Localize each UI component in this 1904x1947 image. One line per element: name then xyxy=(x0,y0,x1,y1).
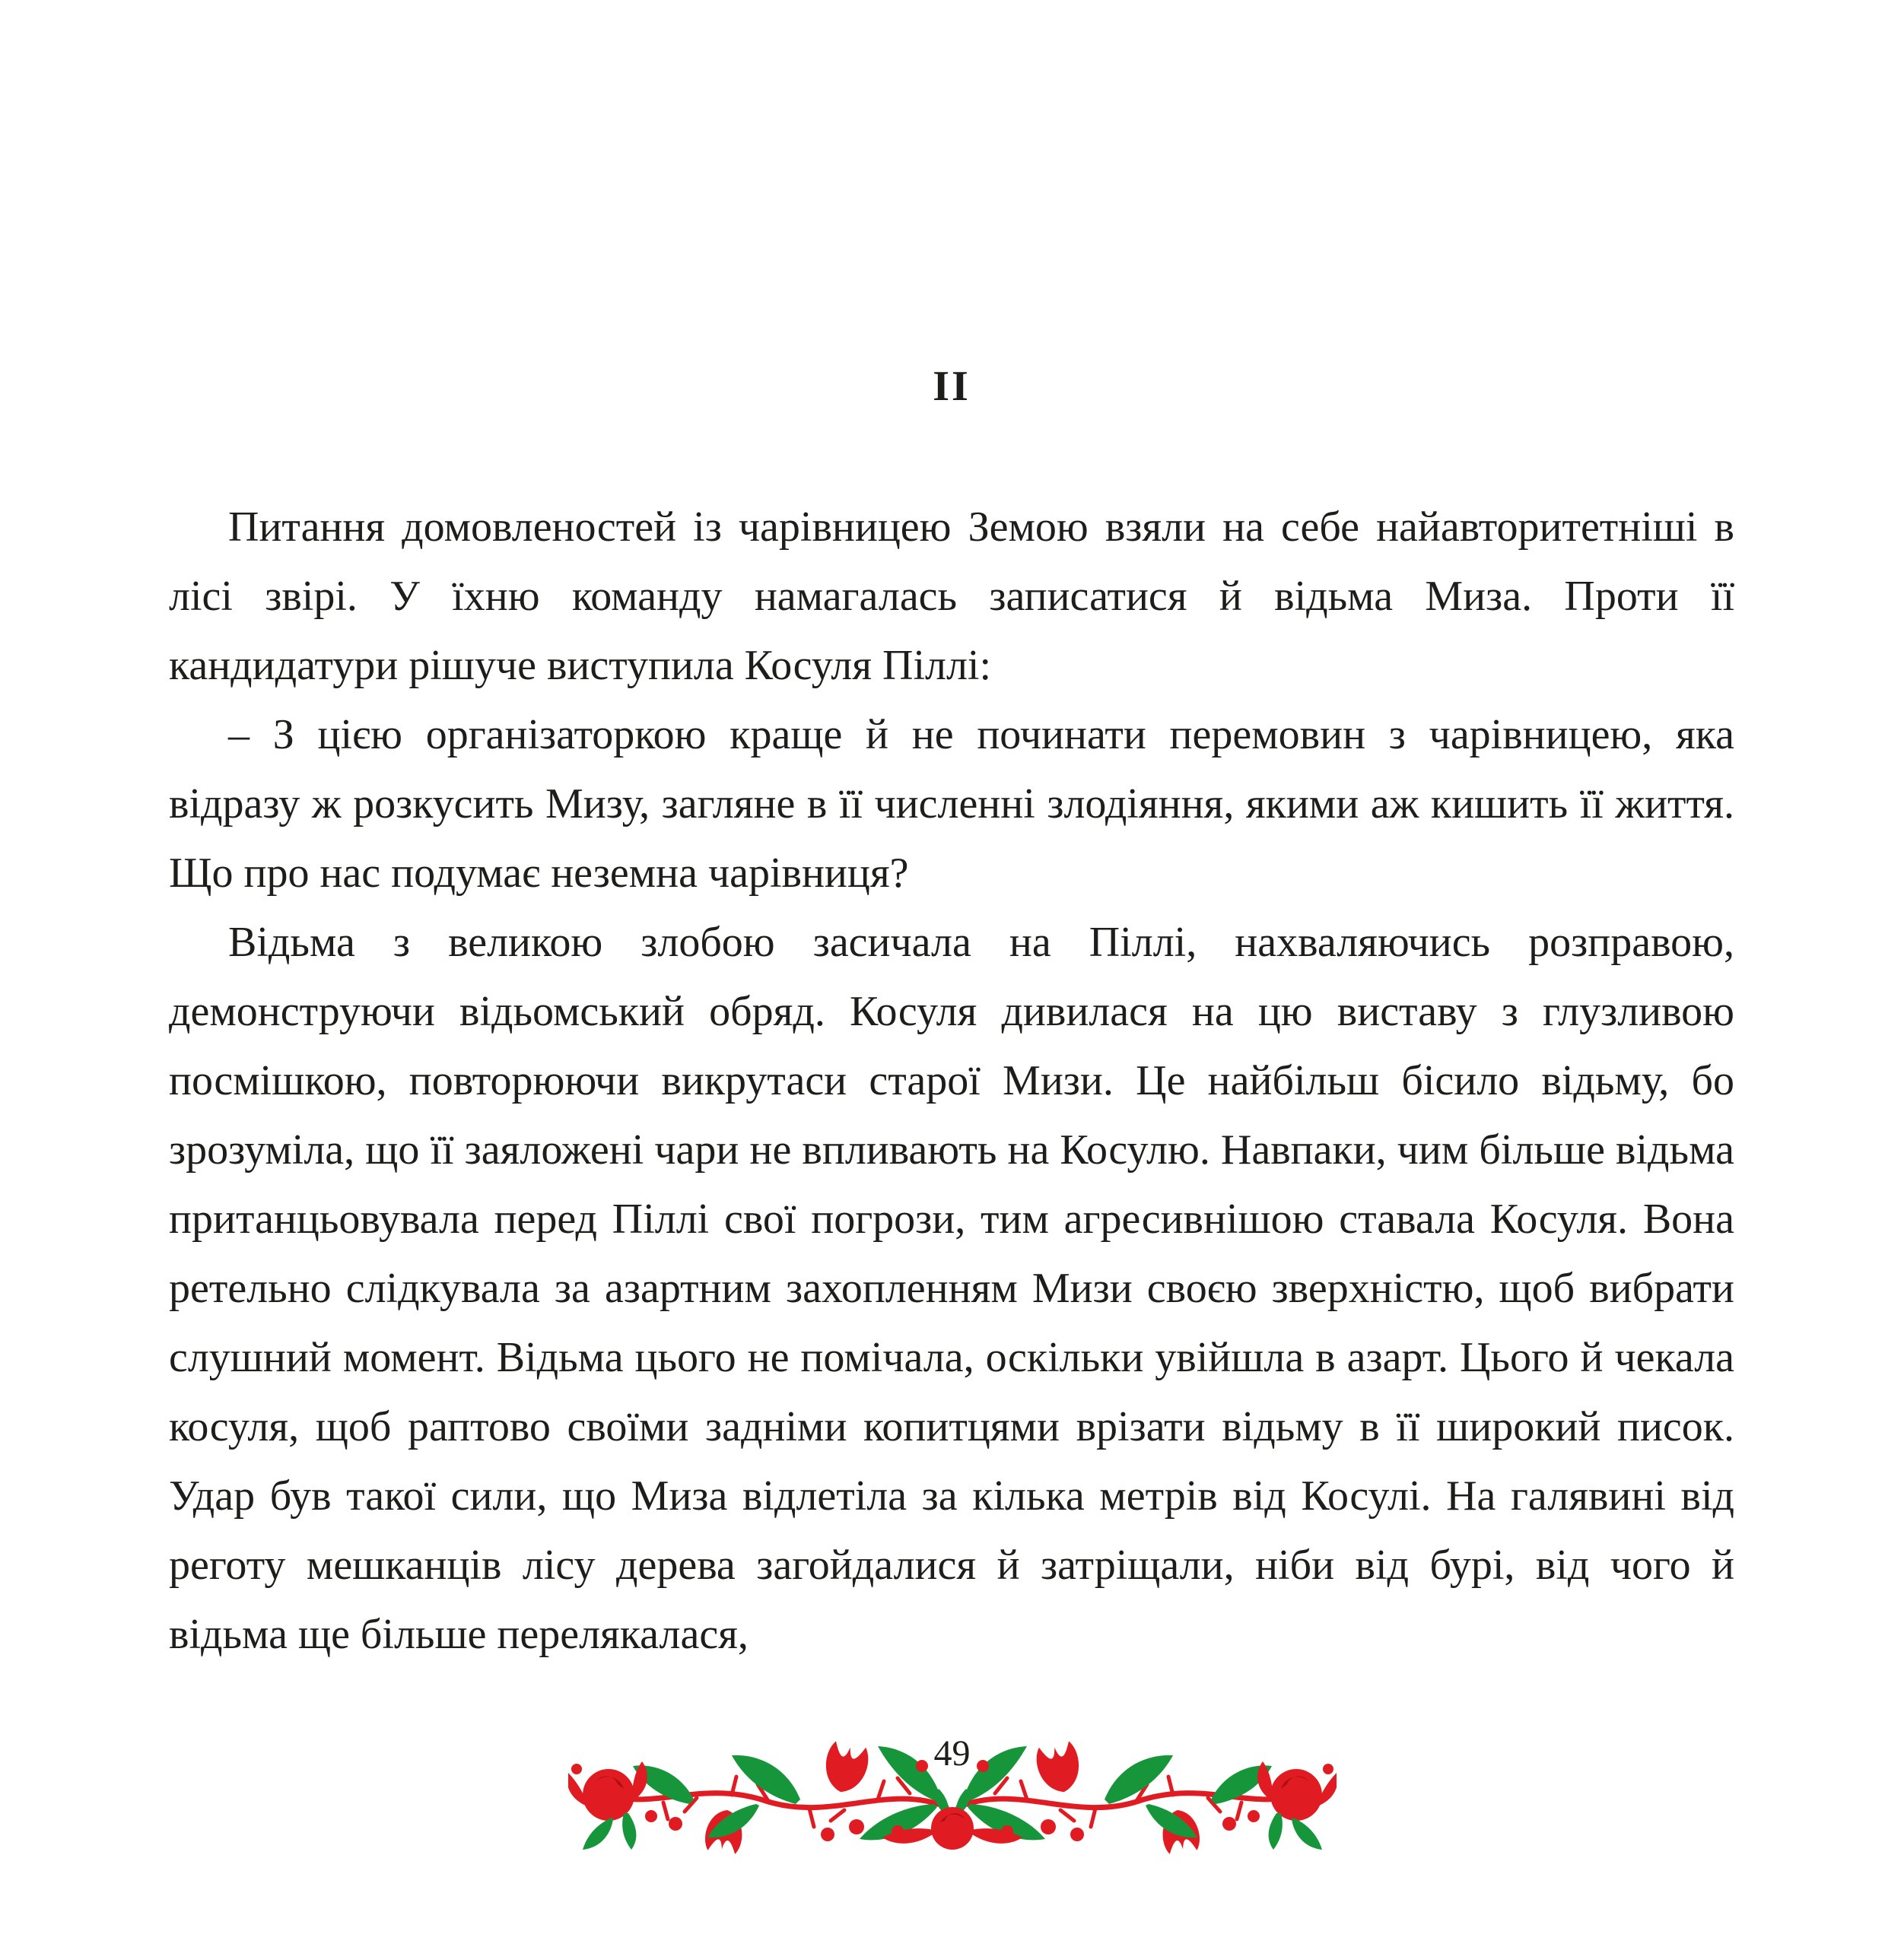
chapter-heading: II xyxy=(933,363,971,410)
paragraph: Питання домовленостей із чарівницею Земою взяли на себе найавторитетніші в лісі звірі. У їхню команду намагалась записатися й відьма Миза. Проти її кандидатури рішуче виступила Косуля Піллі: xyxy=(169,503,1734,689)
paragraph: Відьма з великою злобою засичала на Піллі, нахваляючись розправою, демонструючи відьомський обряд. Косуля дивилася на цю виставу з глузливою посмішкою, повторюючи викрутаси старої Мизи. Це найбільш бісило відьму, бо зрозуміла, що її заяложені чари не впливають на Косулю. Навпаки, чим більше відьма пританцьовувала перед Піллі свої погрози, тим агресивнішою ставала Косуля. Вона ретельно слідкувала за азартним захопленням Мизи своєю зверхністю, щоб вибрати слушний момент. Відьма цього не помічала, оскільки увійшла в азарт. Цього й чекала косуля, щоб раптово своїми задніми копитцями врізати відьму в її широкий писок. Удар був такої сили, що Миза відлетіла за кілька метрів від Косулі. На галявині від реготу мешканців лісу дерева загойдалися й затріщали, ніби від бурі, від чого й відьма ще більше перелякалася, xyxy=(169,919,1734,1658)
text-block xyxy=(169,493,1734,1669)
page-number: 49 xyxy=(933,1733,971,1774)
page-footer xyxy=(568,1717,1337,1892)
paragraph: – З цією організаторкою краще й не починати перемовин з чарівницею, яка відразу ж розкусить Мизу, загляне в її численні злодіяння, якими аж кишить її життя. Що про нас подумає неземна чарівниця? xyxy=(169,711,1734,897)
